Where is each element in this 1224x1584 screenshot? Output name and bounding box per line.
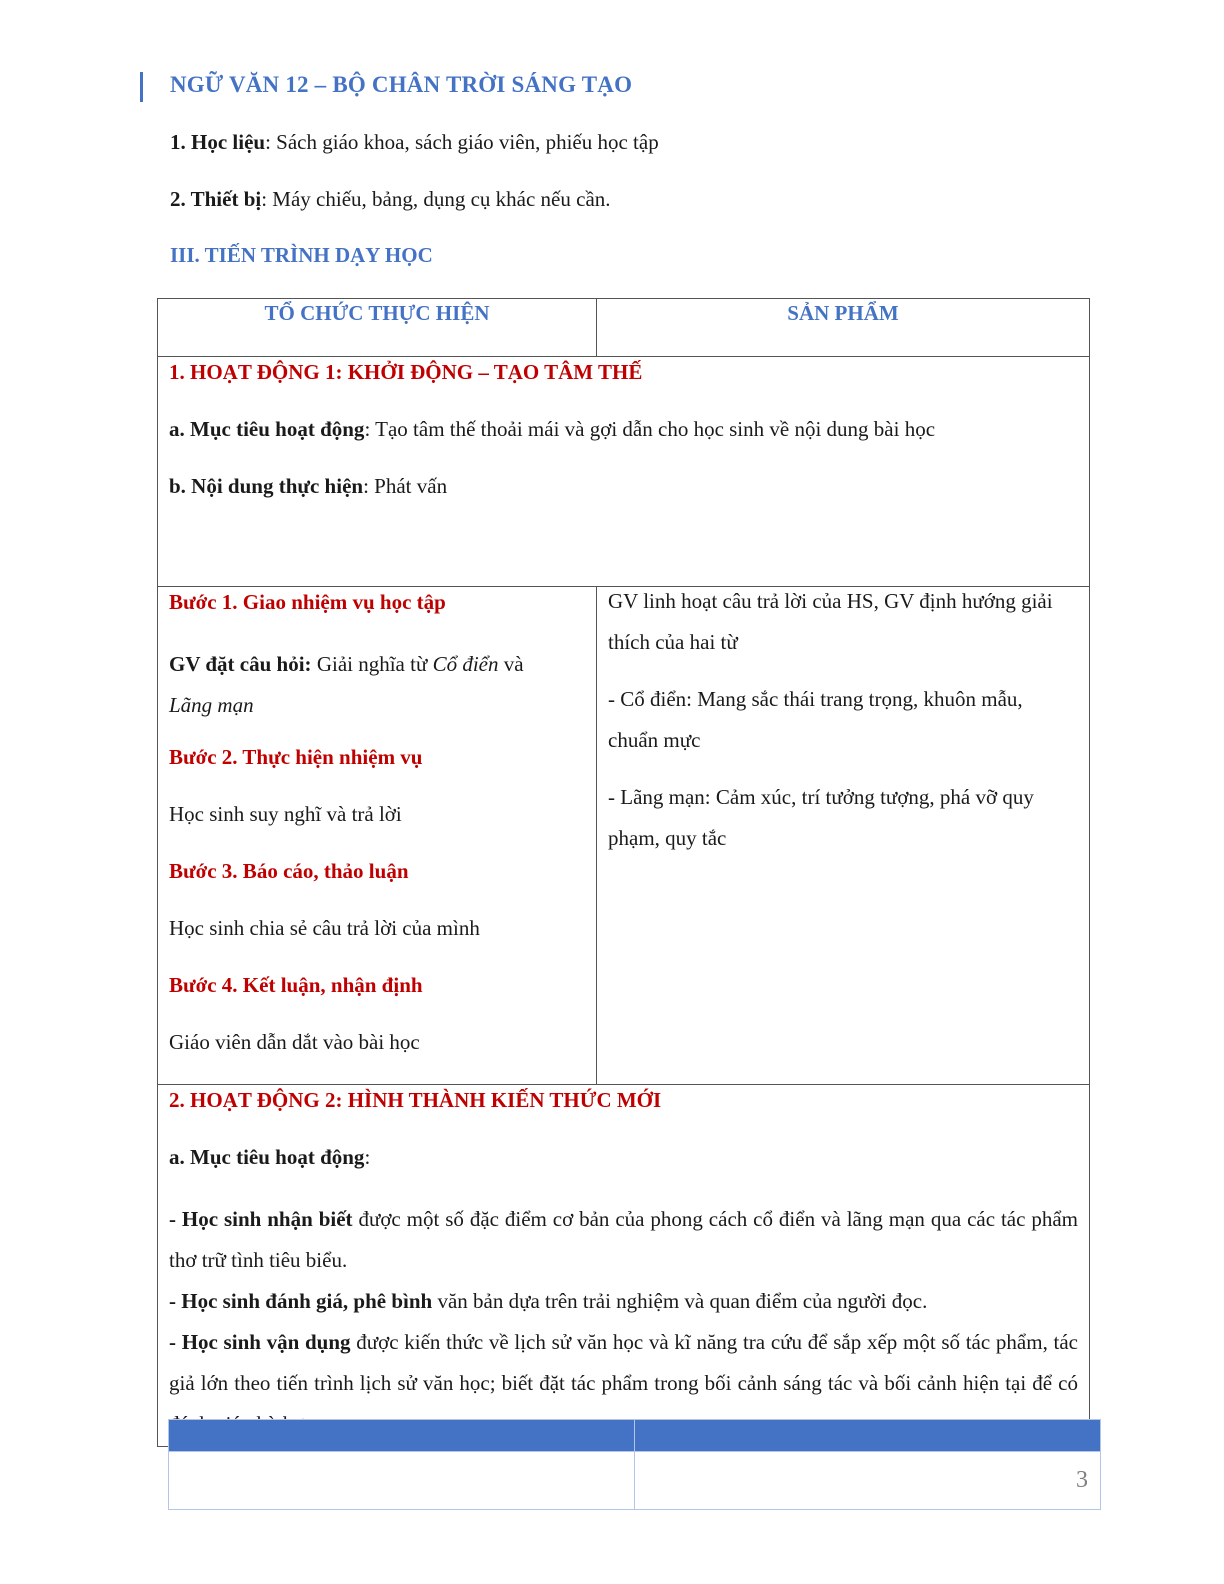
product-item-1: - Cổ điển: Mang sắc thái trang trọng, khuôn mẫu, chuẩn mực <box>608 687 1023 752</box>
activity2-bullet-2 <box>169 1281 1078 1322</box>
activity2-goal-colon: : <box>364 1145 371 1169</box>
bullet-1-text: được một số đặc điểm cơ bản của phong cách cổ điển và lãng mạn qua các tác phẩm thơ trữ tình tiêu biểu. <box>169 1207 1078 1272</box>
footer-table <box>168 1419 1101 1510</box>
question-term-1: Cổ điển <box>432 652 499 676</box>
bullet-2-bold: - Học sinh đánh giá, phê bình <box>169 1289 433 1313</box>
bullet-2-text: văn bản dựa trên trải nghiệm và quan điểm của người đọc. <box>432 1289 928 1313</box>
materials-item-2 <box>170 187 611 212</box>
activity1-goal-label: a. Mục tiêu hoạt động <box>169 417 365 441</box>
bullet-1-bold: - Học sinh nhận biết <box>169 1207 353 1231</box>
activity2-bullet-1 <box>169 1199 1078 1281</box>
activity1-title: 1. HOẠT ĐỘNG 1: KHỞI ĐỘNG – TẠO TÂM THẾ <box>169 360 643 384</box>
activity1-header-row <box>158 357 1090 587</box>
step3-title: Bước 3. Báo cáo, thảo luận <box>169 859 409 883</box>
footer-header-row <box>169 1420 1101 1452</box>
question-term-2: Lãng mạn <box>169 693 254 717</box>
activity1-content-label: b. Nội dung thực hiện <box>169 474 364 498</box>
activity2-cell <box>158 1085 1090 1447</box>
activity1-header-cell <box>158 357 1090 587</box>
materials-item-2-label: 2. Thiết bị <box>170 187 262 211</box>
bullet-3-text: được kiến thức về lịch sử văn học và kĩ năng tra cứu để sắp xếp một số tác phẩm, tác giả lớn theo tiến trình lịch sử văn học; biết đặt tác phẩm trong bối cảnh sáng tác và bối cảnh hiện tại để có <box>169 1330 1078 1395</box>
bullet-3-bold: - Học sinh vận dụng <box>169 1330 351 1354</box>
step3-text: Học sinh chia sẻ câu trả lời của mình <box>169 916 480 940</box>
header-accent-bar <box>140 72 143 102</box>
page-header-title: NGỮ VĂN 12 – BỘ CHÂN TRỜI SÁNG TẠO <box>170 72 633 97</box>
table-header-row <box>158 299 1090 357</box>
question-text: Giải nghĩa từ <box>311 652 433 676</box>
materials-item-1-text: : Sách giáo khoa, sách giáo viên, phiếu học tập <box>265 130 659 154</box>
page-number: 3 <box>635 1452 1101 1510</box>
step4-text: Giáo viên dẫn dắt vào bài học <box>169 1030 420 1054</box>
step4-title: Bước 4. Kết luận, nhận định <box>169 973 423 997</box>
materials-item-2-text: : Máy chiếu, bảng, dụng cụ khác nếu cần. <box>261 187 611 211</box>
column-header-organize: TỔ CHỨC THỰC HIỆN <box>158 299 597 357</box>
column-header-product: SẢN PHẨM <box>597 299 1090 357</box>
activity2-row <box>158 1085 1090 1447</box>
step1-question <box>169 644 585 726</box>
step2-title: Bước 2. Thực hiện nhiệm vụ <box>169 745 423 769</box>
activity1-steps-cell <box>158 587 597 1085</box>
activity1-goal-text: : Tạo tâm thế thoải mái và gợi dẫn cho học sinh về nội dung bài học <box>364 417 936 441</box>
activity1-content <box>169 471 1078 528</box>
product-item-2: - Lãng mạn: Cảm xúc, trí tưởng tượng, phá vỡ quy phạm, quy tắc <box>608 785 1034 850</box>
footer-header-left <box>169 1420 635 1452</box>
activity1-content-text: : Phát vấn <box>363 474 448 498</box>
footer-body-left <box>169 1452 635 1510</box>
lesson-table <box>157 298 1090 1447</box>
activity2-title: 2. HOẠT ĐỘNG 2: HÌNH THÀNH KIẾN THỨC MỚI <box>169 1088 662 1112</box>
product-intro: GV linh hoạt câu trả lời của HS, GV định hướng giải thích của hai từ <box>608 589 1053 654</box>
footer-body-row <box>169 1452 1101 1510</box>
footer-header-right <box>635 1420 1101 1452</box>
section-heading: III. TIẾN TRÌNH DẠY HỌC <box>170 243 433 267</box>
step1-title: Bước 1. Giao nhiệm vụ học tập <box>169 590 446 614</box>
activity1-steps-row <box>158 587 1090 1085</box>
question-and: và <box>498 652 524 676</box>
activity1-goal <box>169 414 1078 471</box>
activity2-goal-label: a. Mục tiêu hoạt động <box>169 1145 365 1169</box>
activity1-product-cell <box>597 587 1090 1085</box>
materials-item-1-label: 1. Học liệu <box>170 130 266 154</box>
question-label: GV đặt câu hỏi: <box>169 652 312 676</box>
step2-text: Học sinh suy nghĩ và trả lời <box>169 802 402 826</box>
activity2-goal <box>169 1142 1078 1199</box>
materials-item-1 <box>170 130 659 155</box>
